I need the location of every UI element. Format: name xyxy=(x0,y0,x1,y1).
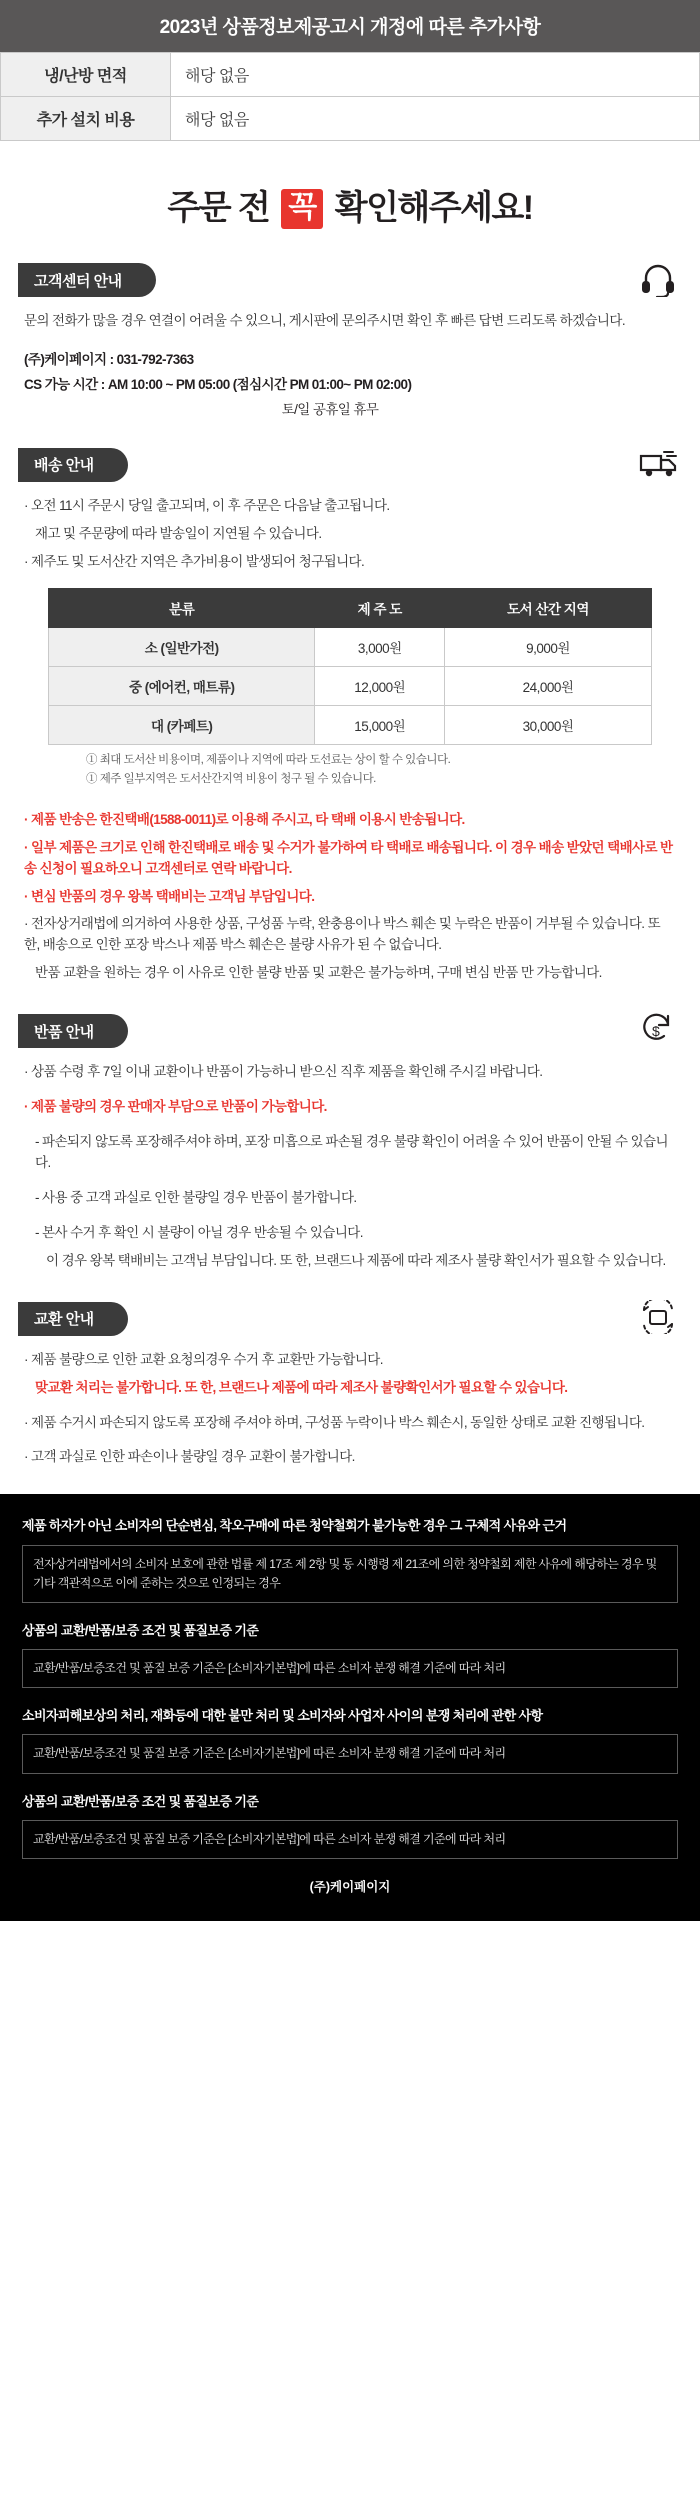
refund-line: · 상품 수령 후 7일 이내 교환이나 반품이 가능하니 받으신 직후 제품을 확인해 주시길 바랍니다. xyxy=(24,1064,543,1080)
section-body xyxy=(18,1350,682,1469)
cs-phone: 031-792-7363 xyxy=(116,351,194,367)
fee-category: 중 (에어컨, 매트류) xyxy=(49,666,315,705)
section-title: 반품 안내 xyxy=(34,1023,94,1041)
legal-body: 교환/반품/보증조건 및 품질 보증 기준은 [소비자기본법]에 따른 소비자 분쟁 해결 기준에 따라 처리 xyxy=(22,1734,678,1773)
headline-before: 주문 전 xyxy=(167,189,270,227)
section-body xyxy=(18,496,682,984)
refund-line: - 파손되지 않도록 포장해주셔야 하며, 포장 미흡으로 파손될 경우 불량 확인이 어려울 수 있어 반품이 안될 수 있습니다. xyxy=(35,1134,668,1170)
section-header xyxy=(18,1302,682,1336)
fee-jeju: 3,000원 xyxy=(315,627,445,666)
section-exchange xyxy=(0,1302,700,1469)
refund-line: 이 경우 왕복 택배비는 고객님 부담입니다. 또 한, 브랜드나 제품에 따라 제조사 불량 확인서가 필요할 수 있습니다. xyxy=(46,1252,666,1268)
legal-notice-block xyxy=(0,1494,700,1921)
shipping-note-mixed: · 전자상거래법에 의거하여 사용한 상품, 구성품 누락, 완충용이나 박스 훼손 및 누락은 반품이 거부될 수 있습니다. 또 한, 배송으로 인한 포장 박스나 제품 박스 훼손은 불량 사유가 된 수 없습니다. xyxy=(24,916,661,953)
table-header-row xyxy=(49,588,652,627)
exchange-line: · 고객 과실로 인한 파손이나 불량일 경우 교환이 불가합니다. xyxy=(24,1449,355,1465)
fee-jeju: 12,000원 xyxy=(315,666,445,705)
fee-island: 24,000원 xyxy=(445,666,652,705)
spec-value: 해당 없음 xyxy=(171,97,700,141)
legal-body: 교환/반품/보증조건 및 품질 보증 기준은 [소비자기본법]에 따른 소비자 분쟁 해결 기준에 따라 처리 xyxy=(22,1649,678,1688)
table-row xyxy=(49,705,652,744)
fee-island: 9,000원 xyxy=(445,627,652,666)
cs-hours: AM 10:00 ~ PM 05:00 (점심시간 PM 01:00~ PM 02:00) xyxy=(107,376,412,392)
shipping-note-red: · 일부 제품은 크기로 인해 한진택배로 배송 및 수거가 불가하여 타 택배로 배송됩니다. 이 경우 배송 받았던 택배사로 반송 신청이 필요하오니 고객센터로 연락 바랍니다. xyxy=(24,839,673,876)
fee-jeju: 15,000원 xyxy=(315,705,445,744)
column-header: 도서 산간 지역 xyxy=(445,588,652,627)
headline-after: 확인해주세요! xyxy=(334,189,533,227)
headset-icon xyxy=(638,261,678,297)
table-row xyxy=(1,53,700,97)
shipping-note-red: · 변심 반품의 경우 왕복 택배비는 고객님 부담입니다. xyxy=(24,888,315,904)
shipping-line: 재고 및 주문량에 따라 발송일이 지연될 수 있습니다. xyxy=(35,525,322,541)
section-header xyxy=(18,1014,682,1048)
section-refund xyxy=(0,1014,700,1271)
legal-footer-company: (주)케이페이지 xyxy=(309,1879,391,1894)
section-title-bar xyxy=(18,1014,128,1048)
spec-table xyxy=(0,52,700,141)
legal-title: 소비자피해보상의 처리, 재화등에 대한 불만 처리 및 소비자와 사업자 사이의 분쟁 처리에 관한 사항 xyxy=(22,1708,543,1724)
shipping-fee-table-wrap xyxy=(24,580,676,796)
refund-line: - 본사 수거 후 확인 시 불량이 아닐 경우 반송될 수 있습니다. xyxy=(35,1224,363,1240)
cs-hours-row xyxy=(24,373,676,393)
spec-key: 냉/난방 면적 xyxy=(1,53,171,97)
headline xyxy=(167,189,532,229)
section-title-bar xyxy=(18,1302,128,1336)
spec-value: 해당 없음 xyxy=(171,53,700,97)
fee-island: 30,000원 xyxy=(445,705,652,744)
column-header: 제 주 도 xyxy=(315,588,445,627)
exchange-line-red: 맞교환 처리는 불가합니다. 또 한, 브랜드나 제품에 따라 제조사 불량확인서가 필요할 수 있습니다. xyxy=(35,1379,568,1395)
legal-body: 전자상거래법에서의 소비자 보호에 관한 법률 제 17조 제 2항 및 동 시행령 제 21조에 의한 청약철회 제한 사유에 해당하는 경우 및 기타 객관적으로 이에 준하는 것으로 인정되는 경우 xyxy=(22,1545,678,1603)
section-shipping xyxy=(0,448,700,984)
section-title: 고객센터 안내 xyxy=(34,272,122,290)
cs-company-label: (주)케이페이지 : xyxy=(24,351,114,367)
exchange-icon xyxy=(638,1300,678,1336)
refund-line-red: · 제품 불량의 경우 판매자 부담으로 반품이 가능합니다. xyxy=(24,1099,327,1115)
page-title: 2023년 상품정보제공고시 개정에 따른 추가사항 xyxy=(0,0,700,52)
legal-title: 상품의 교환/반품/보증 조건 및 품질보증 기준 xyxy=(22,1622,259,1638)
legal-body: 교환/반품/보증조건 및 품질 보증 기준은 [소비자기본법]에 따른 소비자 분쟁 해결 기준에 따라 처리 xyxy=(22,1820,678,1859)
legal-title: 상품의 교환/반품/보증 조건 및 품질보증 기준 xyxy=(22,1793,259,1809)
fee-category: 소 (일반가전) xyxy=(49,627,315,666)
section-customer-center xyxy=(0,263,700,418)
table-row xyxy=(1,97,700,141)
shipping-line: · 오전 11시 주문시 당일 출고되며, 이 후 주문은 다음날 출고됩니다. xyxy=(24,497,390,513)
legal-title: 제품 하자가 아닌 소비자의 단순변심, 착오구매에 따른 청약철회가 불가능한 경우 그 구체적 사유와 근거 xyxy=(22,1518,567,1534)
headline-badge: 꼭 xyxy=(281,189,322,229)
exchange-line: · 제품 불량으로 인한 교환 요청의경우 수거 후 교환만 가능합니다. xyxy=(24,1351,383,1367)
section-header xyxy=(18,448,682,482)
shipping-note-plain: 반품 교환을 원하는 경우 이 사유로 인한 불량 반품 및 교환은 불가능하며, 구매 변심 반품 만 가능합니다. xyxy=(35,965,602,981)
section-body xyxy=(18,311,682,418)
spec-key: 추가 설치 비용 xyxy=(1,97,171,141)
shipping-note-red: · 제품 반송은 한진택배(1588-0011)로 이용해 주시고, 타 택배 이용시 반송됩니다. xyxy=(24,811,465,827)
table-row xyxy=(49,666,652,705)
section-title-bar xyxy=(18,263,156,297)
section-header xyxy=(18,263,682,297)
section-body xyxy=(18,1062,682,1271)
exchange-line: · 제품 수거시 파손되지 않도록 포장해 주셔야 하며, 구성품 누락이나 박스 훼손시, 동일한 상태로 교환 진행됩니다. xyxy=(24,1414,645,1430)
fee-category: 대 (카페트) xyxy=(49,705,315,744)
shipping-line: · 제주도 및 도서산간 지역은 추가비용이 발생되어 청구됩니다. xyxy=(24,553,365,569)
table-row xyxy=(49,627,652,666)
section-title-bar xyxy=(18,448,128,482)
cs-hours-label: CS 가능 시간 : xyxy=(24,376,105,392)
refund-line: - 사용 중 고객 과실로 인한 불량일 경우 반품이 불가합니다. xyxy=(35,1189,357,1205)
shipping-fee-table xyxy=(48,588,652,745)
section-title: 교환 안내 xyxy=(34,1311,94,1329)
fee-note: ① 최대 도서산 비용이며, 제품이나 지역에 따라 도선료는 상이 할 수 있습니다. xyxy=(86,753,451,766)
section-title: 배송 안내 xyxy=(34,457,94,475)
headline-banner xyxy=(0,141,700,263)
refund-icon xyxy=(638,1012,678,1048)
cs-holiday: 토/일 공휴일 휴무 xyxy=(281,401,379,417)
column-header: 분류 xyxy=(49,588,315,627)
truck-icon xyxy=(638,446,678,482)
cs-notice: 문의 전화가 많을 경우 연결이 어려울 수 있으니, 게시판에 문의주시면 확인 후 빠른 답변 드리도록 하겠습니다. xyxy=(24,313,625,328)
svg-text:$: $ xyxy=(652,1023,660,1040)
fee-note: ① 제주 일부지역은 도서산간지역 비용이 청구 될 수 있습니다. xyxy=(86,773,376,786)
cs-phone-row xyxy=(24,348,676,368)
